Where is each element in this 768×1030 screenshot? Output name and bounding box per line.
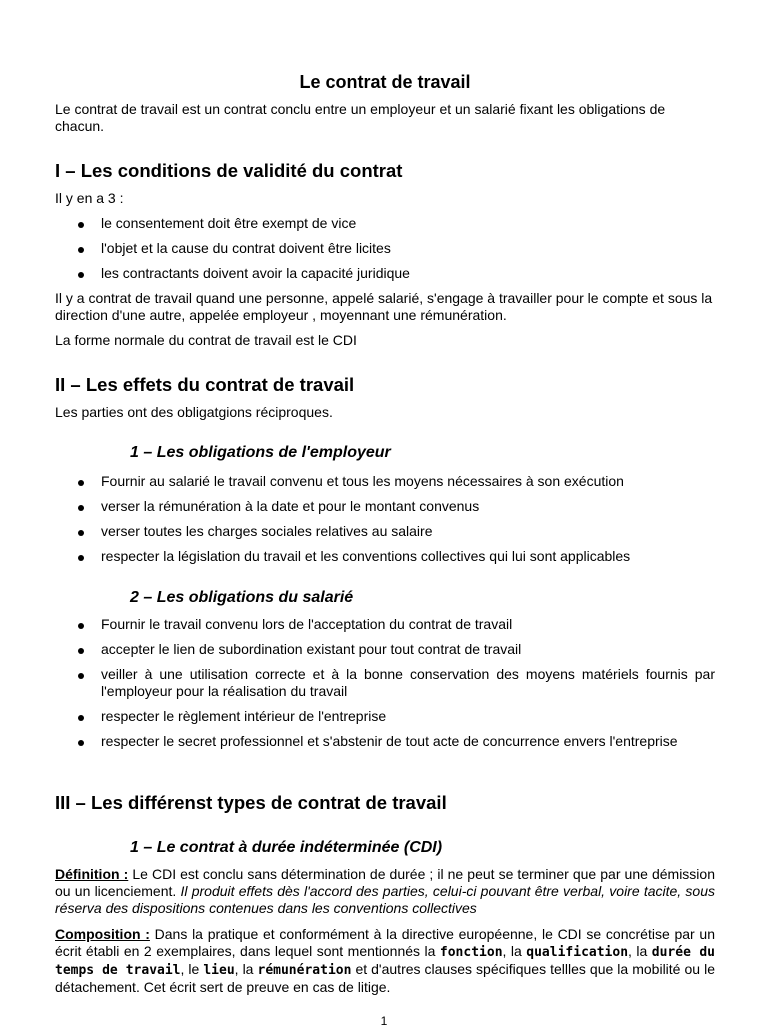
section1-paragraph-1: Il y a contrat de travail quand une personne, appelé salarié, s'engage à travailler pour le compte et sous la direction d'une autre, appelée employeur , moyennant une rémunération. xyxy=(55,290,713,323)
section2-sub2-heading: 2 – Les obligations du salarié xyxy=(130,589,354,606)
list-item: les contractants doivent avoir la capacité juridique xyxy=(55,265,715,282)
section1-lead: Il y en a 3 : xyxy=(55,190,124,206)
list-item: veiller à une utilisation correcte et à la bonne conservation des moyens matériels fournis par l'employeur pour la réalisation du travail xyxy=(55,666,715,700)
definition-label: Définition : xyxy=(55,866,129,882)
bullet-icon xyxy=(78,505,84,511)
bullet-icon xyxy=(78,623,84,629)
bullet-icon xyxy=(78,673,84,679)
bullet-icon xyxy=(78,555,84,561)
cdi-composition-paragraph: Composition : Dans la pratique et conformément à la directive européenne, le CDI se concrétise par un écrit établi en 2 exemplaires, dans lequel sont mentionnés la fonction, la qualification, la durée du temps de travail, le lieu, la rémunération et d'autres clauses spécifiques tellles que la mobilité ou le détachement. Cet écrit sert de preuve en cas de litige. xyxy=(55,926,715,995)
section1-heading: I – Les conditions de validité du contrat xyxy=(55,160,403,181)
section1-paragraph-2: La forme normale du contrat de travail est le CDI xyxy=(55,332,357,348)
section3-sub1-heading: 1 – Le contrat à durée indéterminée (CDI) xyxy=(130,839,443,856)
list-item: l'objet et la cause du contrat doivent être licites xyxy=(55,240,715,257)
bullet-icon xyxy=(78,222,84,228)
list-item: respecter la législation du travail et les conventions collectives qui lui sont applicables xyxy=(55,548,715,565)
section2-lead: Les parties ont des obligatgions réciproques. xyxy=(55,404,333,420)
composition-label: Composition : xyxy=(55,926,150,942)
section1-list xyxy=(55,215,715,282)
bullet-icon xyxy=(78,530,84,536)
bullet-icon xyxy=(78,648,84,654)
bullet-icon xyxy=(78,715,84,721)
list-item: accepter le lien de subordination existant pour tout contrat de travail xyxy=(55,641,715,658)
cdi-definition-paragraph: Définition : Le CDI est conclu sans détermination de durée ; il ne peut se terminer que par une démission ou un licenciement. Il produit effets dès l'accord des parties, celui-ci pouvant être verbal, voire tacite, sous réserva des dispositions contenues dans les conventions collectives xyxy=(55,866,715,916)
list-item: Fournir au salarié le travail convenu et tous les moyens nécessaires à son exécution xyxy=(55,473,715,490)
document-title: Le contrat de travail xyxy=(299,72,471,92)
section2-sub1-heading: 1 – Les obligations de l'employeur xyxy=(130,444,391,461)
list-item: verser la rémunération à la date et pour le montant convenus xyxy=(55,498,715,515)
list-item: verser toutes les charges sociales relatives au salaire xyxy=(55,523,715,540)
page-number: 1 xyxy=(380,1014,388,1028)
list-item: respecter le règlement intérieur de l'entreprise xyxy=(55,708,715,725)
bullet-icon xyxy=(78,247,84,253)
section3-heading: III – Les différenst types de contrat de travail xyxy=(55,792,447,813)
bullet-icon xyxy=(78,740,84,746)
list-item: respecter le secret professionnel et s'abstenir de tout acte de concurrence envers l'entreprise xyxy=(55,733,715,750)
employee-obligations-list xyxy=(55,616,715,750)
list-item: le consentement doit être exempt de vice xyxy=(55,215,715,232)
employer-obligations-list xyxy=(55,473,715,565)
bullet-icon xyxy=(78,272,84,278)
section2-heading: II – Les effets du contrat de travail xyxy=(55,374,355,395)
bullet-icon xyxy=(78,480,84,486)
intro-paragraph: Le contrat de travail est un contrat conclu entre un employeur et un salarié fixant les obligations de chacun. xyxy=(55,101,666,134)
list-item: Fournir le travail convenu lors de l'acceptation du contrat de travail xyxy=(55,616,715,633)
